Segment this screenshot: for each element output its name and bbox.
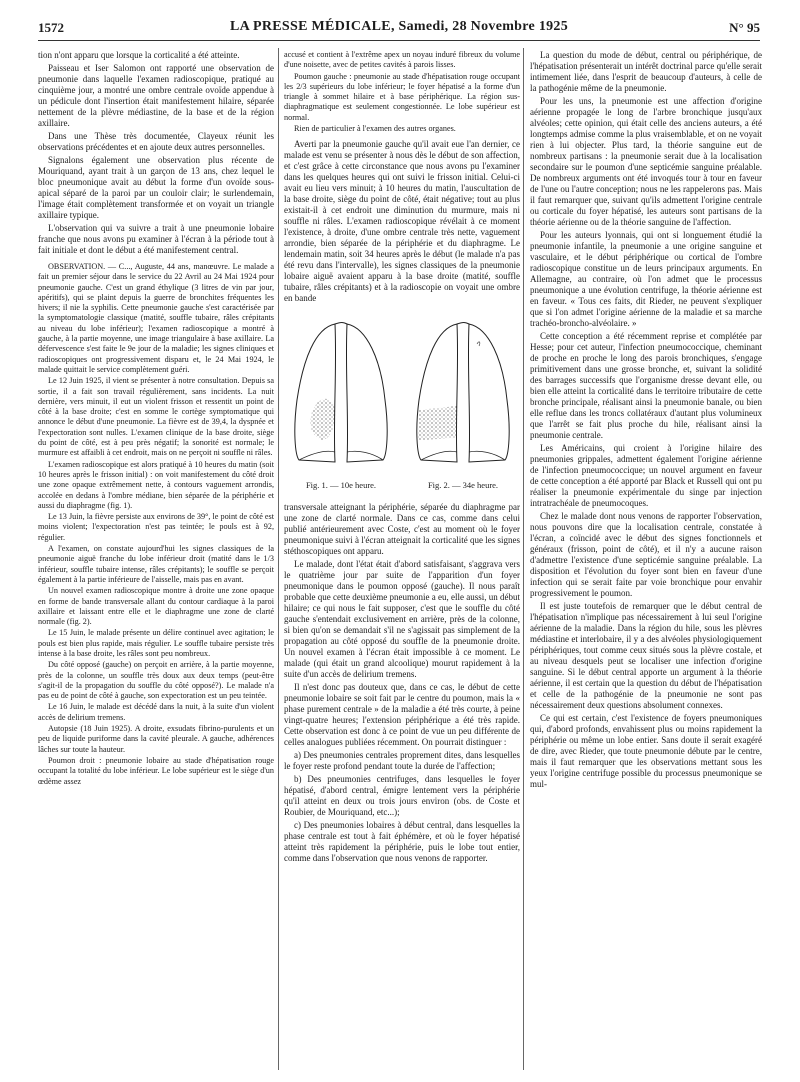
paragraph: Les Américains, qui croient à l'origine hilaire des pneumonies grippales, admettent également l'origine aérienne de l'infection pneumococcique; un nouvel argument en faveur de cette conception a été apporté par Black et Russell qui ont pu réaliser la pneumonie expérimentale du singe par injection intratrachéale de pneumocoques.	[530, 443, 762, 508]
observation-paragraph: accusé et contient à l'extrême apex un noyau induré fibreux du volume d'une noisette, avec de petites cavités à parois lisses.	[284, 50, 520, 70]
observation-paragraph: Autopsie (18 Juin 1925). A droite, exsudats fibrino-purulents et un peu de liquide puriforme dans la cavité pleurale. A gauche, adhérences lâches sur toute la hauteur.	[38, 724, 274, 754]
observation-paragraph: Le 16 Juin, le malade est décédé dans la nuit, à la suite d'un violent accès de delirium tremens.	[38, 702, 274, 722]
paragraph: c) Des pneumonies lobaires à début central, dans lesquelles la phase centrale est tout à fait éphémère, et où le foyer hépatisé atteint très rapidement la périphérie, puis le lobe tout entier, comme dans l'observation que nous venons de rapporter.	[284, 820, 520, 864]
observation-paragraph: OBSERVATION. — C..., Auguste, 44 ans, manœuvre. Le malade a fait un premier séjour dans le service du 22 Avril au 24 Mai 1924 pour pneumonie gauche. C'est un grand éthylique (3 litres de vin par jour, apéritifs), qui se plaint depuis la guerre de bronchites fréquentes les hivers; il nie la syphilis. Cette pneumonie gauche s'est caractérisée par la symptomatologie classique (matité, souffle tubaire, râles crépitants au niveau du lobe inférieur); l'examen radioscopique a montré à gauche, à la partie moyenne, une image triangulaire à base axillaire. La défervescence s'est faite le 9e jour de la maladie; les signes cliniques et radioscopiques ont progressivement disparu et, le 24 Mai 1924, le malade quittait le service complètement guéri.	[38, 262, 274, 374]
observation-paragraph: Rien de particulier à l'examen des autres organes.	[294, 124, 456, 134]
figures	[284, 310, 520, 496]
figure-2	[406, 310, 520, 496]
right-lung-outline	[417, 324, 458, 462]
left-lung-outline	[346, 324, 387, 462]
mediastinum	[335, 323, 347, 325]
lung-radiograph-1	[285, 310, 397, 478]
column-1	[38, 50, 274, 1070]
page-number: 1572	[38, 20, 64, 35]
central-opacity	[310, 399, 334, 440]
observation-block	[38, 262, 274, 787]
paragraph: Il est juste toutefois de remarquer que le début central de l'hépatisation n'implique pas nécessairement à lui seul l'origine aérienne de la maladie. Dans la région du hile, sous les plèvres médiastine et interlobaire, il y a des alvéoles physiologiquement périphériques, tout comme ceux situés sous la plèvre costale, et au niveau desquels peut se localiser une infection d'origine sanguine. Si le début central apporte un argument à la théorie aérienne, il est certain que la question du début de l'hépatisation et celle de la pathogénie de la pneumonie ne sont pas nécessairement deux questions absolument connexes.	[530, 601, 762, 710]
paragraph: Ce qui est certain, c'est l'existence de foyers pneumoniques qui, d'abord profonds, envahissent plus ou moins rapidement la périphérie ou même un lobe entier. Sans doute il serait exagéré de dire, avec Rieder, que toute pneumonie débute par le centre, mais il faut remarquer que les observations mettant sous les yeux l'origine centrifuge possible du processus pneumonique se mul-	[530, 713, 762, 789]
right-lung-outline	[295, 324, 336, 462]
diaphragm-line	[421, 452, 505, 461]
paragraph: Dans une Thèse très documentée, Clayeux réunit les observations précédentes et en ajoute deux autres personnelles.	[38, 131, 274, 152]
figure-caption: Fig. 1. — 10e heure.	[305, 480, 377, 491]
observation-paragraph: Le 13 Juin, la fièvre persiste aux environs de 39°, le point de côté est moins violent; l'expectoration n'est pas teintée; le pouls est à 92, régulier.	[38, 512, 274, 542]
paragraph: a) Des pneumonies centrales proprement dites, dans lesquelles le foyer reste profond pendant toute la durée de l'affection;	[284, 750, 520, 772]
column-2	[284, 50, 520, 1070]
column-3	[530, 50, 762, 1070]
observation-paragraph: Le 15 Juin, le malade présente un délire continuel avec agitation; le pouls est bien plus rapide, mais régulier. Le souffle tubaire persiste très intense à la base droite, les râles sont peu nombreux.	[38, 628, 274, 658]
page-header	[38, 18, 760, 41]
paragraph: Le malade, dont l'état était d'abord satisfaisant, s'aggrava vers le quatrième jour par suite de l'apparition d'un foyer pneumonique dans le poumon opposé (gauche). Il nous paraît probable que cette deuxième pneumonie a eu, elle aussi, un début hilaire; ce qui nous le fait supposer, c'est que le souffle du côté gauche s'entendait exclusivement en arrière, près de la colonne, si bien qu'on se demandait s'il ne s'agissait pas simplement de la propagation au côté opposé du souffle de la pneumonie droite. Un nouvel examen à l'écran était impossible à ce moment. Le malade (qui était un grand alcoolique) mourut rapidement à la suite d'un accès de delirium tremens.	[284, 559, 520, 680]
left-lung-outline	[468, 324, 509, 462]
paragraph: Pour les uns, la pneumonie est une affection d'origine aérienne propagée le long de l'arbre bronchique jusqu'aux alvéoles; cette opinion, qui était celle des anciens auteurs, a été longtemps admise comme la plus vraisemblable, et on ne voyait rien à lui objecter. Plus tard, la théorie sanguine eut de nombreux partisans : la pneumonie serait due à la localisation secondaire sur le poumon d'une septicémie sanguine préalable. De nombreux arguments ont été invoqués tour à tour en faveur de l'une ou l'autre conception; nous ne les rappelerons pas. Mais il faut remarquer que, suivant qu'ils admettent l'origine centrale ou corticale du foyer hépatisé, les auteurs sont partisans de la théorie aérienne ou de la théorie sanguine de l'affection.	[530, 96, 762, 227]
paragraph: Il n'est donc pas douteux que, dans ce cas, le début de cette pneumonie lobaire se soit fait par le centre du poumon, mais la « phase purement centrale » de la maladie a été très courte, à peine vingt-quatre heures; l'extension périphérique a été très rapide. Cette observation est donc à ce point de vue un peu différente de celles analogues publiées récemment. On pourrait distinguer :	[284, 682, 520, 748]
paragraph: Paisseau et Iser Salomon ont rapporté une observation de pneumonie dans laquelle l'examen radioscopique, pratiqué au cinquième jour, a montré une ombre centrale ovoïde appendue à un pédicule dont l'insertion était manifestement hilaire, séparée nettement de la plèvre médiastine, de la base et de la région axillaire.	[38, 63, 274, 128]
paragraph: Cette conception a été récemment reprise et complétée par Hesse; pour cet auteur, l'infection pneumococcique, cheminant de proche en proche le long des parois bronchiques, s'engage primitivement dans une grosse bronche, et, suivant la solidité des barrages successifs que l'organisme dresse devant elle, ou bien elle atteint la corticalité dans le territoire tributaire de cette bronche principale, réalisant ainsi la pneumonie banale, ou bien elle reflue dans les troncs collatéraux d'autant plus volumineux que l'arrêt se fait plus proche du hile, réalisant ainsi la pneumonie centrale.	[530, 331, 762, 440]
transverse-band-opacity	[418, 406, 457, 440]
journal-title: LA PRESSE MÉDICALE, Samedi, 28 Novembre 1925	[229, 19, 569, 34]
paragraph: Chez le malade dont nous venons de rapporter l'observation, nous pouvons dire que la localisation centrale, constatée à l'écran, a coïncidé avec le début des signes fonctionnels et généraux (frisson, point de côté), et il n'y a aucune raison d'admettre l'existence d'une septicémie sanguine préalable. La disposition et l'évolution du foyer sont bien en faveur d'une infection qui se serait faite par voie bronchique pour envahir progressivement le poumon.	[530, 511, 762, 598]
observation-paragraph: A l'examen, on constate aujourd'hui les signes classiques de la pneumonie aiguë franche du lobe inférieur droit (matité dans le 1/3 inférieur, souffle tubaire intense, râles crépitants); le souffle se perçoit également à la partie inférieure de l'aisselle, mais pas en avant.	[38, 544, 274, 584]
observation-paragraph: Le 12 Juin 1925, il vient se présenter à notre consultation. Depuis sa sortie, il a fait son travail régulièrement, sans incidents. La nuit dernière, vers minuit, il eut un violent frisson et ressentit un point de côté à la base droite; c'est en somme le cortège symptomatique qui annonce le début d'une pneumonie. La fièvre est de 39,4, la dyspnée et l'expectoration sont nulles. L'examen clinique de la base droite, siège du point de côté, est à peu près négatif; la sonorité est normale; le murmure est affaibli à cet endroit, mais on ne perçoit ni souffle ni râles.	[38, 376, 274, 458]
observation-paragraph: Poumon gauche : pneumonie au stade d'hépatisation rouge occupant les 2/3 supérieurs du lobe inférieur; le foyer hépatisé a la forme d'un triangle à sommet hilaire et à base périphérique. La région sus-diaphragmatique est seulement congestionnée. Le lobe supérieur est normal.	[284, 71, 520, 122]
figure-caption: Fig. 2. — 34e heure.	[427, 480, 499, 491]
autopsy-block	[284, 50, 520, 134]
diaphragm-line	[299, 452, 383, 461]
paragraph: Signalons également une observation plus récente de Mouriquand, ayant trait à un garçon de 13 ans, chez lequel le bloc pneumonique avait au début la forme d'un ovoïde sous-apical séparé de la paroi par un couloir clair; le surlendemain, l'image était complètement transformée et on voyait un triangle axillaire typique.	[38, 155, 274, 220]
observation-paragraph: Poumon droit : pneumonie lobaire au stade d'hépatisation rouge occupant la totalité du lobe inférieur. Le lobe supérieur est le siège d'un œdème assez	[38, 755, 274, 786]
observation-paragraph: Du côté opposé (gauche) on perçoit en arrière, à la partie moyenne, près de la colonne, un souffle très doux aux deux temps (peut-être s'agit-il de la propagation du souffle du côté opposé?). Le malade n'a pas eu de point de côté à gauche, son expectoration est un peu teintée.	[38, 660, 274, 701]
mediastinum	[457, 323, 469, 325]
paragraph: Averti par la pneumonie gauche qu'il avait eue l'an dernier, ce malade est venu se présenter à nous dès le début de son affection, et c'est grâce à cette circonstance que nous avons pu l'examiner dans les quelques heures qui ont suivi le frisson initial. Celui-ci avait eu lieu vers minuit; à 10 heures du matin, l'auscultation de la base droite, siège du point de côté, était négative; tout au plus existait-il à cet endroit une diminution du murmure, mais ni souffle ni râles. L'examen radioscopique révélait à ce moment l'existence, à droite, d'une ombre centrale très nette, vaguement arrondie, bien séparée de la périphérie et du diaphragme. Le lendemain matin, soit 34 heures après le début (le malade n'a pas été revu dans l'intervalle), les signes classiques de la pneumonie lobaire aiguë avaient apparu à la base droite (matité, souffle tubaire, râles crépitants) et à la radioscopie on voyait une ombre en bande	[284, 139, 520, 304]
paragraph: tion n'ont apparu que lorsque la corticalité a été atteinte.	[38, 50, 240, 60]
paragraph: La question du mode de début, central ou périphérique, de l'hépatisation présenterait un intérêt doctrinal parce qu'elle serait intimement liée, dans l'esprit de beaucoup d'auteurs, à celle de la pathogénie même de la pneumonie.	[530, 50, 762, 93]
observation-paragraph: Un nouvel examen radioscopique montre à droite une zone opaque en forme de bande transversale allant du contour cardiaque à la paroi axillaire et laissant entre elle et le diaphragme une zone de clarté normale (fig. 2).	[38, 586, 274, 627]
paragraph: b) Des pneumonies centrifuges, dans lesquelles le foyer hépatisé, d'abord central, émigre lentement vers la périphérie qu'il atteint en deux ou trois jours environ (obs. de Coste et Roubier, de Mouriquand, etc...);	[284, 774, 520, 818]
paragraph: Pour les auteurs lyonnais, qui ont si longuement étudié la pneumonie infantile, la pneumonie a une origine sanguine et vasculaire, et le début périphérique ou cortical de l'ombre radioscopique constitue un de leurs principaux arguments. En Allemagne, au contraire, où l'on admet que le processus pneumonique a une évolution centrifuge, la théorie aérienne est en faveur. « Tous ces faits, dit Rieder, ne peuvent s'expliquer que si l'on admet l'origine aérienne de la maladie et sa marche trachéo-broncho-alvéolaire. »	[530, 230, 762, 328]
lung-radiograph-2	[407, 310, 519, 478]
issue-number: N° 95	[729, 20, 760, 35]
figure-1	[284, 310, 398, 496]
paragraph: L'observation qui va suivre a trait à une pneumonie lobaire franche que nous avons pu examiner à l'écran à la période tout à fait initiale et dont le début a été manifestement central.	[38, 223, 274, 255]
observation-paragraph: L'examen radioscopique est alors pratiqué à 10 heures du matin (soit 10 heures après le frisson initial) : on voit manifestement du côté droit une zone opaque extrêmement nette, à contours vaguement arrondis, accolée en dedans à l'ombre médiane, bien séparée de la périphérie et aussi du diaphragme (fig. 1).	[38, 459, 274, 510]
paragraph: transversale atteignant la périphérie, séparée du diaphragme par une zone de clarté normale. Dans ce cas, comme dans celui publié antérieurement avec Coste, c'est au moment où le foyer pneumonique suivi à l'écran atteignait la corticalité que les signes stéthoscopiques ont apparu.	[284, 502, 520, 557]
column-divider	[278, 48, 279, 1070]
column-divider	[523, 48, 524, 1070]
